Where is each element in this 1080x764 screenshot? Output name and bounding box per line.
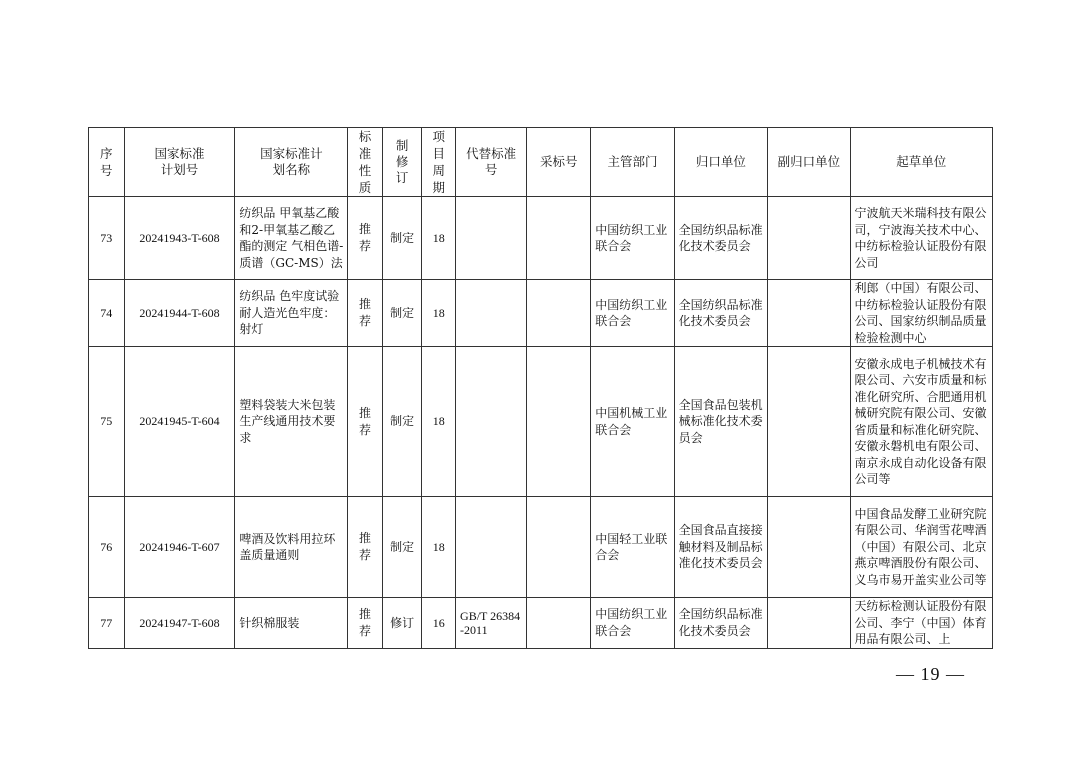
header-plan-no: 国家标准计划号 — [124, 128, 235, 197]
cell-cycle: 16 — [422, 598, 456, 649]
standards-plan-table — [88, 127, 993, 649]
cell-seq: 76 — [89, 497, 125, 598]
cell-replace: GB/T 26384-2011 — [456, 598, 527, 649]
header-nature: 标准性质 — [348, 128, 383, 197]
table-row — [89, 598, 993, 649]
cell-nature: 推荐 — [348, 598, 383, 649]
cell-sub-unit — [768, 497, 850, 598]
cell-adopt — [527, 280, 591, 347]
cell-plan-no: 20241947-T-608 — [124, 598, 235, 649]
cell-sub-unit — [768, 197, 850, 280]
header-sub-unit: 副归口单位 — [768, 128, 850, 197]
header-revise: 制修订 — [382, 128, 422, 197]
cell-plan-name: 纺织品 色牢度试验 耐人造光色牢度：射灯 — [235, 280, 348, 347]
cell-plan-no: 20241943-T-608 — [124, 197, 235, 280]
cell-drafter: 安徽永成电子机械技术有限公司、六安市质量和标准化研究所、合肥通用机械研究院有限公司、安徽省质量和标准化研究院、安徽永磐机电有限公司、南京永成自动化设备有限公司等 — [850, 347, 992, 497]
cell-plan-name: 针织棉服装 — [235, 598, 348, 649]
cell-seq: 75 — [89, 347, 125, 497]
cell-adopt — [527, 347, 591, 497]
cell-unit: 全国纺织品标准化技术委员会 — [674, 280, 768, 347]
cell-drafter: 利郎（中国）有限公司、中纺标检验认证股份有限公司、国家纺织制品质量检验检测中心 — [850, 280, 992, 347]
cell-plan-no: 20241944-T-608 — [124, 280, 235, 347]
header-cycle: 项目周期 — [422, 128, 456, 197]
header-replace: 代替标准号 — [456, 128, 527, 197]
cell-dept: 中国纺织工业联合会 — [591, 280, 674, 347]
header-seq: 序号 — [89, 128, 125, 197]
cell-revise: 制定 — [382, 497, 422, 598]
cell-adopt — [527, 197, 591, 280]
cell-sub-unit — [768, 347, 850, 497]
cell-adopt — [527, 497, 591, 598]
table-row — [89, 280, 993, 347]
cell-drafter: 天纺标检测认证股份有限公司、李宁（中国）体育用品有限公司、上 — [850, 598, 992, 649]
table-row — [89, 497, 993, 598]
cell-revise: 制定 — [382, 197, 422, 280]
cell-revise: 制定 — [382, 347, 422, 497]
table-row — [89, 347, 993, 497]
cell-cycle: 18 — [422, 280, 456, 347]
header-unit: 归口单位 — [674, 128, 768, 197]
cell-unit: 全国食品包装机械标准化技术委员会 — [674, 347, 768, 497]
cell-dept: 中国纺织工业联合会 — [591, 197, 674, 280]
cell-dept: 中国机械工业联合会 — [591, 347, 674, 497]
cell-plan-name: 纺织品 甲氧基乙酸和2-甲氧基乙酸乙酯的测定 气相色谱-质谱（GC-MS）法 — [235, 197, 348, 280]
cell-nature: 推荐 — [348, 497, 383, 598]
cell-cycle: 18 — [422, 497, 456, 598]
page-number: — 19 — — [896, 664, 965, 684]
cell-plan-name: 塑料袋装大米包装生产线通用技术要求 — [235, 347, 348, 497]
cell-replace — [456, 347, 527, 497]
cell-adopt — [527, 598, 591, 649]
cell-plan-name: 啤酒及饮料用拉环盖质量通则 — [235, 497, 348, 598]
cell-replace — [456, 497, 527, 598]
cell-sub-unit — [768, 280, 850, 347]
cell-nature: 推荐 — [348, 280, 383, 347]
cell-unit: 全国食品直接接触材料及制品标准化技术委员会 — [674, 497, 768, 598]
cell-plan-no: 20241945-T-604 — [124, 347, 235, 497]
header-plan-name: 国家标准计划名称 — [235, 128, 348, 197]
cell-revise: 制定 — [382, 280, 422, 347]
cell-cycle: 18 — [422, 197, 456, 280]
table-row — [89, 197, 993, 280]
cell-plan-no: 20241946-T-607 — [124, 497, 235, 598]
cell-replace — [456, 197, 527, 280]
header-drafter: 起草单位 — [850, 128, 992, 197]
cell-sub-unit — [768, 598, 850, 649]
cell-nature: 推荐 — [348, 197, 383, 280]
cell-revise: 修订 — [382, 598, 422, 649]
cell-nature: 推荐 — [348, 347, 383, 497]
cell-drafter: 宁波航天米瑞科技有限公司，宁波海关技术中心、中纺标检验认证股份有限公司 — [850, 197, 992, 280]
table-header-row — [89, 128, 993, 197]
cell-seq: 77 — [89, 598, 125, 649]
cell-dept: 中国纺织工业联合会 — [591, 598, 674, 649]
cell-cycle: 18 — [422, 347, 456, 497]
cell-seq: 74 — [89, 280, 125, 347]
cell-unit: 全国纺织品标准化技术委员会 — [674, 598, 768, 649]
cell-unit: 全国纺织品标准化技术委员会 — [674, 197, 768, 280]
header-dept: 主管部门 — [591, 128, 674, 197]
header-adopt: 采标号 — [527, 128, 591, 197]
cell-drafter: 中国食品发酵工业研究院有限公司、华润雪花啤酒（中国）有限公司、北京燕京啤酒股份有限公司、义乌市易开盖实业公司等 — [850, 497, 992, 598]
cell-seq: 73 — [89, 197, 125, 280]
cell-dept: 中国轻工业联合会 — [591, 497, 674, 598]
cell-replace — [456, 280, 527, 347]
